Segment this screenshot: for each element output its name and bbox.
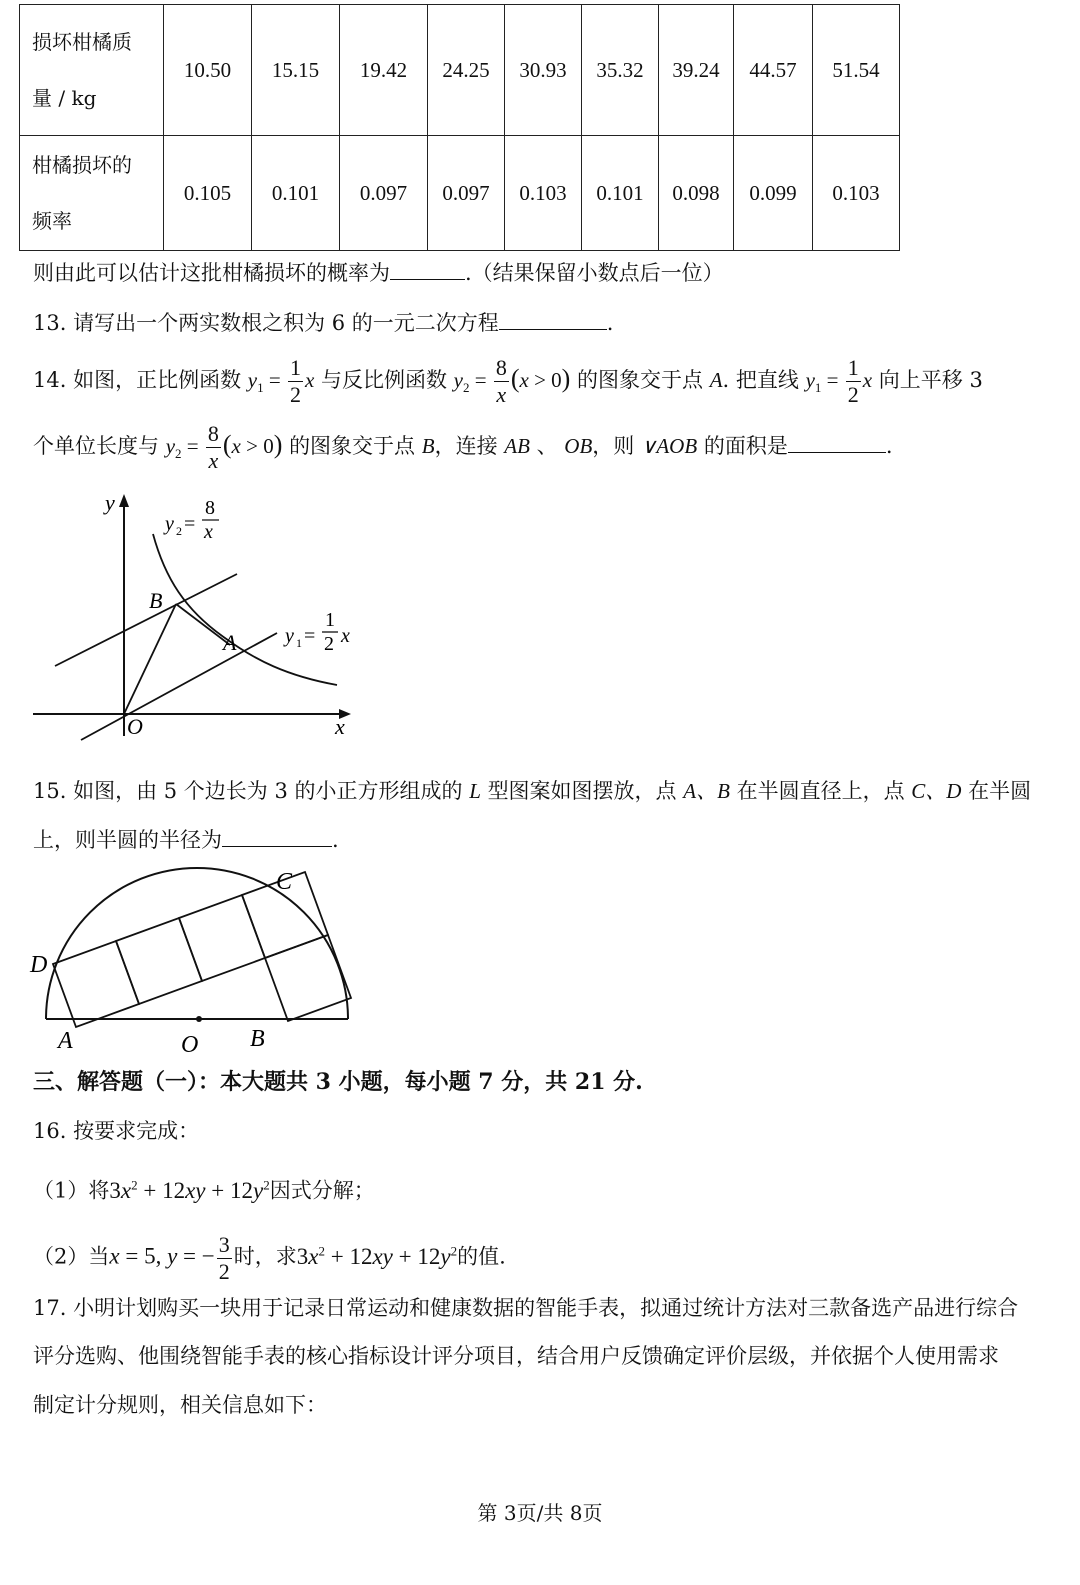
math-var: $y_1$ [247, 368, 264, 396]
table-cell: 51.54 [813, 5, 900, 136]
q15-text: 型图案如图摆放，点 [487, 779, 677, 803]
point-B-label: B [149, 588, 163, 613]
answer-blank[interactable] [390, 261, 465, 280]
q15-line2 [33, 825, 339, 855]
q12-text-after: .（结果保留小数点后一位） [465, 261, 724, 285]
segment-AB [176, 604, 230, 645]
small-square [179, 895, 265, 981]
q12-conclusion [33, 258, 724, 288]
point-labels: C、D [911, 779, 962, 803]
q17-line3: 制定计分规则，相关信息如下： [33, 1393, 327, 1417]
q14-end: . [885, 434, 893, 458]
math-expression: $3x^2 + 12xy + 12y^2$ [109, 1177, 270, 1203]
small-square [116, 918, 202, 1004]
svg-text:x: x [204, 521, 213, 543]
data-table [19, 4, 900, 251]
point-label: A [709, 368, 723, 392]
q16-text: （1）将 [33, 1178, 110, 1203]
segment-OB [124, 604, 176, 714]
q12-text: 则由此可以估计这批柑橘损坏的概率为 [33, 261, 390, 285]
q14-text: 的面积是 [703, 434, 788, 458]
row-label-line2: 频率 [32, 209, 72, 233]
svg-text:2: 2 [176, 524, 182, 538]
y-axis-arrow [119, 494, 129, 507]
q14-text: 与反比例函数 [320, 368, 447, 392]
q16-text: 因式分解； [269, 1178, 375, 1203]
table-cell: 0.103 [813, 136, 900, 251]
q13-end: . [606, 311, 614, 335]
fraction: $\frac{8}{x}$ [207, 421, 219, 473]
q13 [33, 308, 613, 338]
q16-part1 [33, 1170, 375, 1206]
q13-text: 13. 请写出一个两实数根之积为 6 的一元二次方程 [33, 311, 499, 335]
table-cell: 35.32 [582, 5, 659, 136]
svg-text:y: y [165, 513, 174, 535]
row-label-line2: 量 / kg [32, 86, 97, 110]
point-D-label: D [30, 952, 48, 978]
q15-end: . [332, 828, 339, 852]
math-var: L [469, 779, 481, 803]
table-cell: 0.097 [428, 136, 505, 251]
point-C-label: C [276, 869, 293, 895]
y-axis-label: y [105, 490, 115, 515]
svg-text:x: x [341, 625, 350, 647]
table-cell: 0.097 [340, 136, 428, 251]
fraction: $\frac{1}{2}$ [847, 355, 859, 407]
svg-text:=: = [184, 513, 196, 535]
table-cell: 0.103 [505, 136, 582, 251]
table-cell: 24.25 [428, 5, 505, 136]
svg-text:1: 1 [296, 636, 302, 650]
table-cell: 39.24 [659, 5, 734, 136]
q15-text: 上，则半圆的半径为 [33, 828, 222, 852]
fraction: $\frac{8}{x}$ [495, 355, 507, 407]
q14-text: 的图象交于点 [289, 434, 416, 458]
answer-blank[interactable] [222, 828, 332, 847]
math-expression: $3x^2 + 12xy + 12y^2$ [296, 1243, 458, 1269]
table-cell: 44.57 [734, 5, 813, 136]
svg-text:2: 2 [324, 633, 334, 655]
table-cell: 0.101 [252, 136, 340, 251]
line-y1 [81, 633, 277, 740]
q14-line1: 14. 如图，正比例函数 $y_1$ = $\frac{1}{2}$ x 与反比例函数 $y_2$ = $\frac{8}{x}$ (x > 0) 的图象交于点 A. 把直线 $y_1$ = $\frac{1}{2}$ x 向上平移 3 [33, 355, 983, 407]
table-cell: 0.098 [659, 136, 734, 251]
page-footer: 第 3页/共 8页 [477, 1501, 603, 1525]
point-label: B [421, 434, 435, 458]
line-label [283, 609, 350, 655]
point-O-label: O [181, 1032, 199, 1058]
table-cell: 0.101 [582, 136, 659, 251]
q16-text: （2）当 [33, 1244, 110, 1269]
section-heading: 三、解答题（一）：本大题共 3 小题，每小题 7 分，共 21 分. [33, 1069, 643, 1095]
q15-line1 [33, 776, 1031, 806]
q16-text: 时，求 [233, 1244, 297, 1269]
table-cell: 15.15 [252, 5, 340, 136]
row-label-line1: 柑橘损坏的 [32, 153, 132, 177]
fraction: $\frac{3}{2}$ [218, 1231, 230, 1284]
small-square [265, 935, 351, 1021]
q16-text: 的值. [457, 1244, 506, 1269]
line-shifted [55, 574, 237, 666]
x-axis-label: x [335, 714, 345, 739]
q14-text: ，则 [592, 434, 635, 458]
q14-text: 、 [536, 434, 558, 458]
math-expression: x = 5, y = − [109, 1243, 215, 1269]
origin-label: O [127, 714, 143, 739]
svg-text:1: 1 [325, 609, 335, 631]
q14-text: . 把直线 [722, 368, 799, 392]
answer-blank[interactable] [499, 311, 607, 330]
figure-15 [25, 864, 365, 1060]
q15-text: 15. 如图，由 5 个边长为 3 的小正方形组成的 [33, 779, 463, 803]
point-A-label: A [58, 1028, 73, 1054]
table-cell: 19.42 [340, 5, 428, 136]
fraction: $\frac{1}{2}$ [289, 355, 301, 407]
q14-text: 14. 如图，正比例函数 [33, 368, 242, 392]
point-A-label: A [223, 630, 237, 655]
q14-text: 向上平移 3 [878, 368, 983, 392]
table-cell: 0.105 [164, 136, 252, 251]
segment-label: AB [504, 434, 530, 458]
q16-part2 [33, 1222, 506, 1286]
q14-text: 的图象交于点 [577, 368, 704, 392]
q14-text: ，连接 [434, 434, 498, 458]
hyperbola-curve [153, 534, 337, 685]
q16-title: 16. 按要求完成： [33, 1119, 200, 1143]
q14-text: 个单位长度与 [33, 434, 159, 458]
segment-label: OB [564, 434, 593, 458]
svg-text:=: = [304, 625, 316, 647]
table-row [20, 136, 900, 251]
q15-text: 在半圆直径上，点 [736, 779, 905, 803]
table-cell: 0.099 [734, 136, 813, 251]
table-cell: 10.50 [164, 5, 252, 136]
small-square [53, 941, 139, 1027]
table-header-cell [20, 136, 164, 251]
point-labels: A、B [683, 779, 730, 803]
svg-text:8: 8 [205, 497, 215, 519]
table-header-cell [20, 5, 164, 136]
table-cell: 30.93 [505, 5, 582, 136]
center-point [196, 1016, 202, 1022]
l-shape [53, 872, 351, 1027]
table-row [20, 5, 900, 136]
triangle-label: ∨AOB [640, 434, 698, 458]
q14-line2: 个单位长度与 $y_2$ = $\frac{8}{x}$ (x > 0) 的图象交于点 B，连接 AB 、 OB，则 ∨AOB 的面积是 . [33, 421, 893, 473]
svg-text:y: y [285, 625, 294, 647]
point-B-label: B [250, 1026, 265, 1052]
figure-14 [25, 488, 365, 743]
curve-label [163, 497, 219, 543]
q15-text: 在半圆 [968, 779, 1032, 803]
row-label-line1: 损坏柑橘质 [32, 30, 132, 54]
answer-blank[interactable] [788, 434, 886, 453]
q17-line1: 17. 小明计划购买一块用于记录日常运动和健康数据的智能手表，拟通过统计方法对三款备选产品进行综合 [33, 1296, 1019, 1320]
q17-line2: 评分选购、他围绕智能手表的核心指标设计评分项目，结合用户反馈确定评价层级，并依据个人使用需求 [33, 1344, 999, 1368]
